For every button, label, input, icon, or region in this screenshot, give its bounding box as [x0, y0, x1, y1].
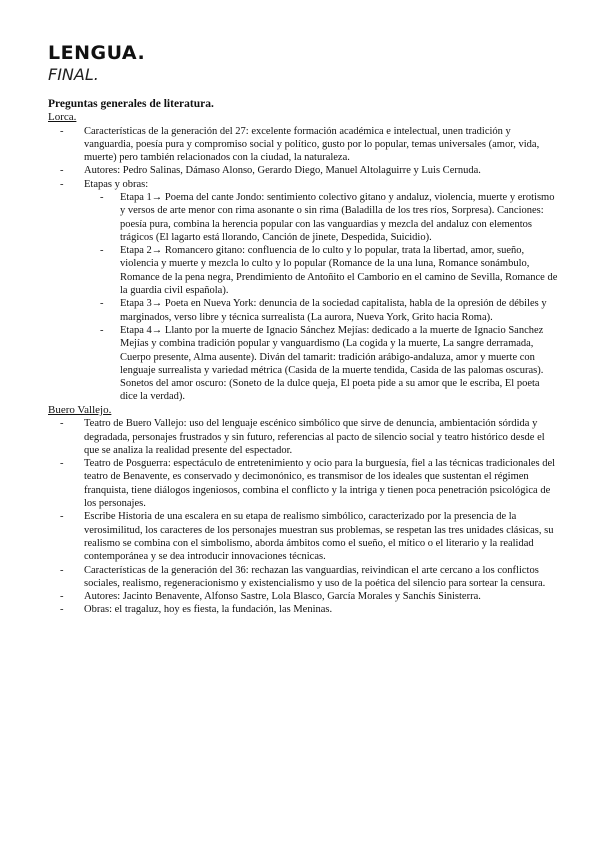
buero-list — [48, 417, 558, 616]
list-item: - Características de la generación del 27: excelente formación académica e intelectual, unen tradición y vanguardia, poesía pura y compromiso social y político, gusto por lo popular, temas universales (amor, vida, muerte) pero también relacionados con la ciudad, la naturaleza. — [48, 125, 558, 165]
stage-item: - Etapa 2→ Romancero gitano: confluencia de lo culto y lo popular, trata la libertad, amor, sueño, violencia y muerte y mezcla lo culto y lo popular (Romance de la una luna, Romance sonámbulo, Romance de la pena negra, Prendimiento de Antoñito el Camborio en el camino de Sevilla, Romance de la guardia civil española). — [84, 244, 558, 297]
list-item: - Teatro de Buero Vallejo: uso del lenguaje escénico simbólico que sirve de denuncia, ambientación sórdida y degradada, personajes frustrados y sin futuro, referencias al pacto de silencio social y teatro histórico desde el que se analiza la realidad presente del espectador. — [48, 417, 558, 457]
document-subtitle: FINAL. — [48, 65, 99, 84]
lorca-list — [48, 125, 558, 404]
list-item: - Autores: Jacinto Benavente, Alfonso Sastre, Lola Blasco, García Morales y Sanchís Sinisterra. — [48, 590, 558, 603]
buero-section-title: Buero Vallejo. — [48, 403, 112, 416]
stage-item: - Etapa 3→ Poeta en Nueva York: denuncia de la sociedad capitalista, habla de la opresión de débiles y marginados, verso libre y técnica surrealista (La aurora, Nueva York, Grito hacia Roma). — [84, 297, 558, 324]
list-item: - Obras: el tragaluz, hoy es fiesta, la fundación, las Meninas. — [48, 603, 558, 616]
document-title: LENGUA. — [48, 42, 146, 64]
document-page — [48, 42, 558, 617]
stages-list — [84, 191, 558, 404]
list-item: - Autores: Pedro Salinas, Dámaso Alonso, Gerardo Diego, Manuel Altolaguirre y Luis Cernuda. — [48, 164, 558, 177]
stages-label: Etapas y obras: — [84, 178, 149, 190]
stage-item: - Etapa 1→ Poema del cante Jondo: sentimiento colectivo gitano y andaluz, violencia, muerte y erotismo y versos de arte menor con rima asonante o sin rima (Baladilla de los tres ríos, Sorpresa). Canciones: poesía pura, combina la herencia popular con las vanguardias y mezcla del andaluz con elementos trágicos (El lagarto está llorando, Canción de jinete, Despedida, Suicidio). — [84, 191, 558, 244]
stage-item: - Etapa 4→ Llanto por la muerte de Ignacio Sánchez Mejías: dedicado a la muerte de Ignacio Sanchez Mejías y combina tradición popular y vanguardismo (La cogida y la muerte, La sangre derramada, Cuerpo presente, Alma ausente). Diván del tamarit: tradición arábigo-andaluza, amor y muerte con lenguaje surrealista y variedad métrica (Casida de la muerte tendida, Casida de las palomas oscuras). Sonetos del amor oscuro: (Soneto de la dulce queja, El poeta pide a su amor que le escriba, El poeta dice la verdad). — [84, 324, 558, 404]
list-item: - Teatro de Posguerra: espectáculo de entretenimiento y ocio para la burguesía, fiel a las técnicas tradicionales del teatro de Benavente, es conservado y decimonónico, es transmisor de los ideales que sustentan el régimen franquista, tiene diálogos ingeniosos, combina el conflicto y la intriga y tienen poca penetración psicológica de los personajes. — [48, 457, 558, 510]
list-item: - Escribe Historia de una escalera en su etapa de realismo simbólico, caracterizado por la presencia de la verosimilitud, los caracteres de los personajes muestran sus problemas, se respetan las tres unidades clásicas, su realismo se combina con el simbolismo, aborda ámbitos como el sueño, el mítico o el literario y la realidad contemporánea y se dea introducir innovaciones técnicas. — [48, 510, 558, 563]
list-item — [48, 178, 558, 404]
list-item: - Características de la generación del 36: rechazan las vanguardias, reivindican el arte cercano a los conflictos sociales, realismo, regeneracionismo y existencialismo y uso de la poética del silencio para sortear la censura. — [48, 564, 558, 591]
section-heading: Preguntas generales de literatura. — [48, 98, 214, 110]
lorca-section-title: Lorca. — [48, 111, 77, 123]
